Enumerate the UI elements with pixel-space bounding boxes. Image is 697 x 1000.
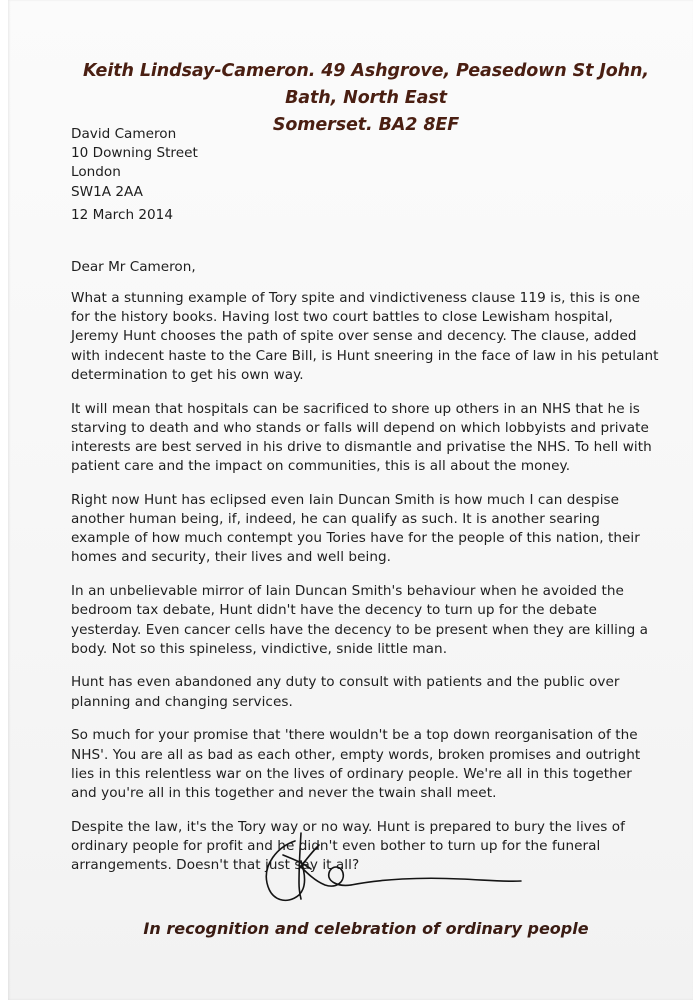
salutation: Dear Mr Cameron, <box>71 259 196 275</box>
paragraph: In an unbelievable mirror of Iain Duncan Smith's behaviour when he avoided the bedroom tax debate, Hunt didn't have the decency to turn up for the debate yesterday. Even cancer cells have the decency to be present when they are killing a body. Not so this spineless, vindictive, snide little man. <box>71 583 649 657</box>
letter-page <box>8 0 693 1000</box>
signature-stroke <box>299 845 319 869</box>
signature-stroke <box>299 865 351 886</box>
signature-stroke <box>283 855 311 869</box>
paragraph: It will mean that hospitals can be sacrificed to shore up others in an NHS that he is starving to death and who stands or falls will depend on which lobbyists and private interests are best served in his drive to dismantle and privatise the NHS. To hell with patient care and the impact on communities, this is all about the money. <box>71 400 652 475</box>
recipient-city: London <box>71 164 121 181</box>
letterhead-line-1: Keith Lindsay-Cameron. 49 Ashgrove, Peasedown St John, Bath, North East <box>83 61 649 108</box>
signature-stroke <box>351 878 521 885</box>
paragraph: What a stunning example of Tory spite and vindictiveness clause 119 is, this is one for the history books. Having lost two court battles to close Lewisham hospital, Jeremy Hunt chooses the path of spite over sense and decency. The clause, added with indecent haste to the Care Bill, is Hunt sneering in the face of law in his petulant determination to get his own way. <box>71 290 659 383</box>
paragraph: Hunt has even abandoned any duty to consult with patients and the public over planning and changing services. <box>71 674 620 710</box>
letterhead-line-2: Somerset. BA2 8EF <box>272 115 460 135</box>
handwritten-signature <box>253 825 553 910</box>
recipient-name: David Cameron <box>71 126 177 142</box>
recipient-postcode: SW1A 2AA <box>71 183 143 200</box>
recipient-address <box>71 125 198 202</box>
letter-body <box>71 289 661 890</box>
paragraph: So much for your promise that 'there wouldn't be a top down reorganisation of the NHS'. You are all as bad as each other, empty words, broken promises and outright lies in this relentless war on the lives of ordinary people. We're all in this together and you're all in this together and never the twain shall meet. <box>71 727 641 801</box>
recipient-street: 10 Downing Street <box>71 145 198 162</box>
paragraph: Despite the law, it's the Tory way or no way. Hunt is prepared to bury the lives of ordinary people for profit and he didn't even bother to turn up for the funeral arrangements. Doesn't that just say it all? <box>71 818 626 874</box>
letter-date: 12 March 2014 <box>71 207 173 223</box>
footer-tagline: In recognition and celebration of ordinary people <box>143 919 589 938</box>
paragraph: Right now Hunt has eclipsed even Iain Duncan Smith is how much I can despise another human being, if, indeed, he can qualify as such. It is another searing example of how much contempt you Tories have for the people of this nation, their homes and security, their lives and well being. <box>71 491 640 566</box>
